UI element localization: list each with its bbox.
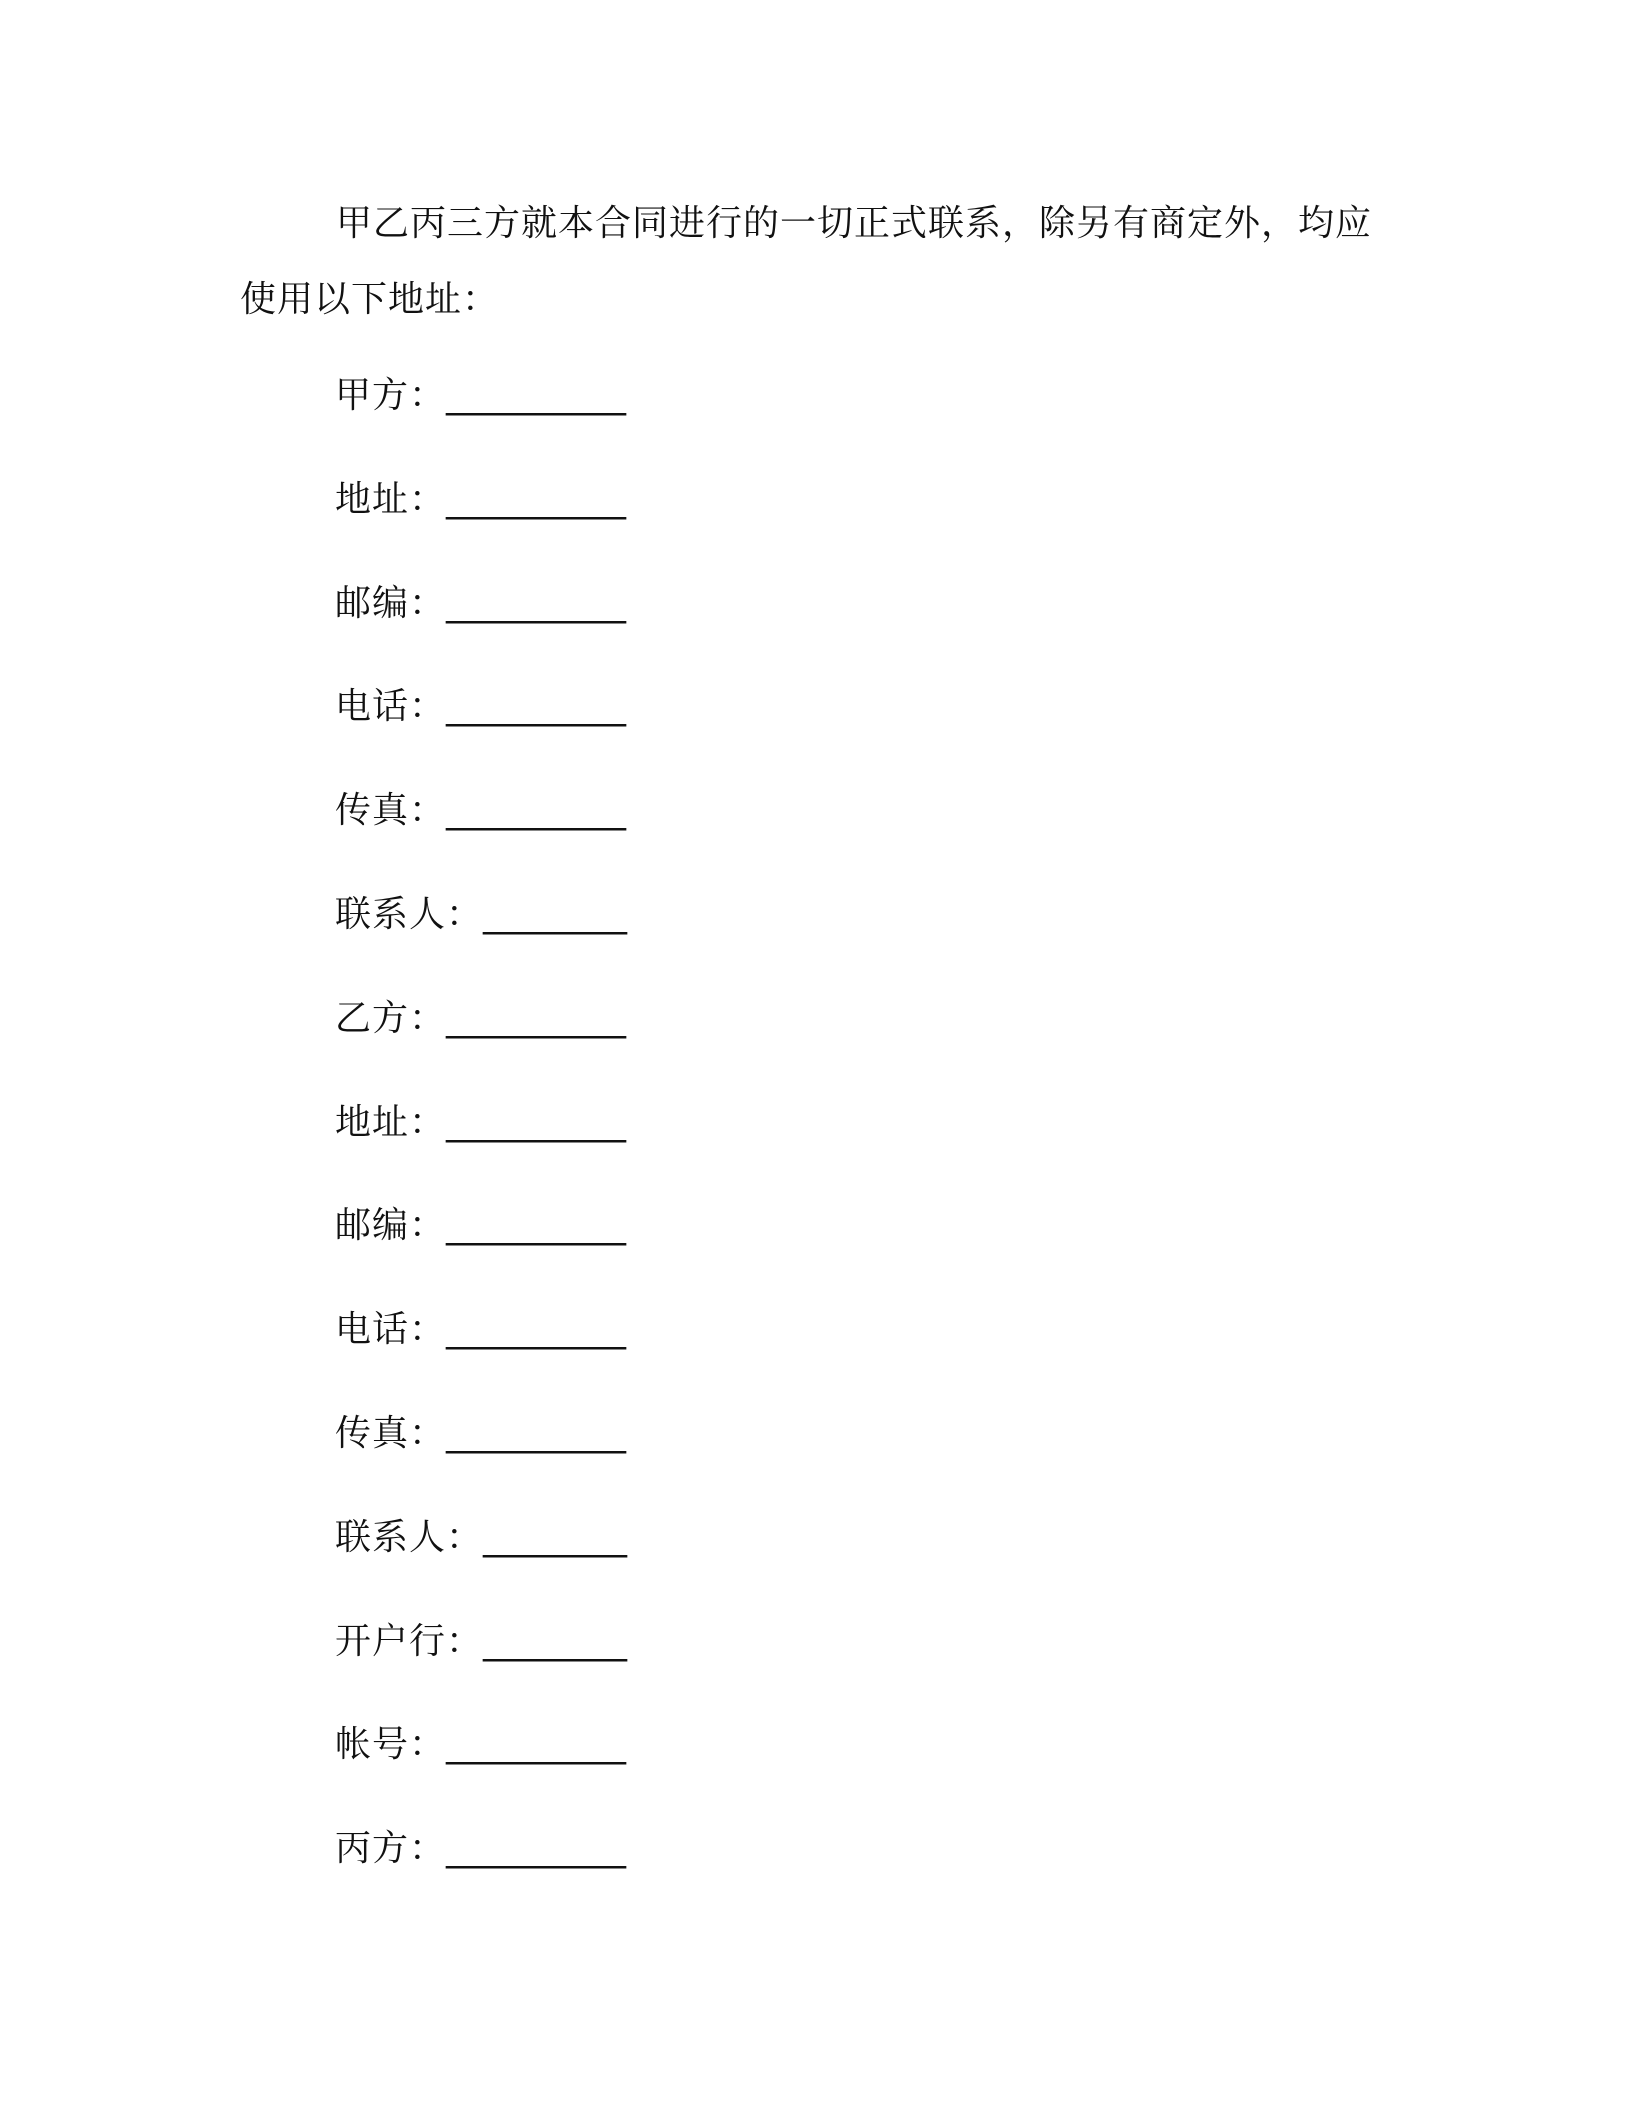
field-label: 开户行：	[335, 1620, 484, 1662]
field-party-a	[335, 368, 627, 472]
field-label: 电话：	[335, 1309, 447, 1351]
field-blank: __________	[446, 1101, 627, 1143]
field-label: 甲方：	[335, 375, 447, 416]
field-party-a-phone	[335, 679, 627, 783]
field-party-b-phone	[335, 1302, 627, 1406]
field-party-b-address	[335, 1095, 627, 1199]
field-label: 联系人：	[335, 893, 484, 935]
field-label: 传真：	[335, 790, 447, 832]
contact-field-list	[335, 368, 627, 1925]
field-party-a-address	[335, 472, 627, 576]
field-label: 邮编：	[335, 582, 447, 624]
field-blank: __________	[446, 686, 627, 728]
field-label: 丙方：	[335, 1828, 447, 1870]
field-blank: __________	[446, 375, 627, 416]
field-blank: __________	[446, 997, 627, 1039]
field-blank: ________	[483, 893, 628, 935]
field-blank: __________	[446, 582, 627, 624]
field-party-b-account	[335, 1717, 627, 1821]
field-party-b-fax	[335, 1406, 627, 1510]
field-blank: __________	[446, 1309, 627, 1351]
field-label: 电话：	[335, 686, 447, 728]
field-party-b	[335, 991, 627, 1095]
field-blank: __________	[446, 1412, 627, 1454]
field-party-b-postcode	[335, 1198, 627, 1302]
field-blank: ________	[483, 1620, 628, 1662]
field-label: 传真：	[335, 1412, 447, 1454]
field-blank: __________	[446, 790, 627, 832]
field-party-a-postcode	[335, 576, 627, 680]
field-blank: __________	[446, 1828, 627, 1870]
field-party-a-contact	[335, 887, 627, 991]
field-blank: __________	[446, 478, 627, 520]
field-label: 帐号：	[335, 1724, 447, 1766]
field-label: 乙方：	[335, 997, 447, 1039]
field-party-b-contact	[335, 1510, 627, 1614]
field-label: 邮编：	[335, 1205, 447, 1247]
field-blank: __________	[446, 1724, 627, 1766]
intro-paragraph: 甲乙丙三方就本合同进行的一切正式联系，除另有商定外，均应使用以下地址：	[240, 203, 1373, 320]
field-party-b-bank	[335, 1614, 627, 1718]
field-label: 联系人：	[335, 1516, 484, 1558]
field-blank: __________	[446, 1205, 627, 1247]
field-party-a-fax	[335, 783, 627, 887]
field-label: 地址：	[335, 478, 447, 520]
field-label: 地址：	[335, 1101, 447, 1143]
field-blank: ________	[483, 1516, 628, 1558]
field-party-c	[335, 1821, 627, 1925]
